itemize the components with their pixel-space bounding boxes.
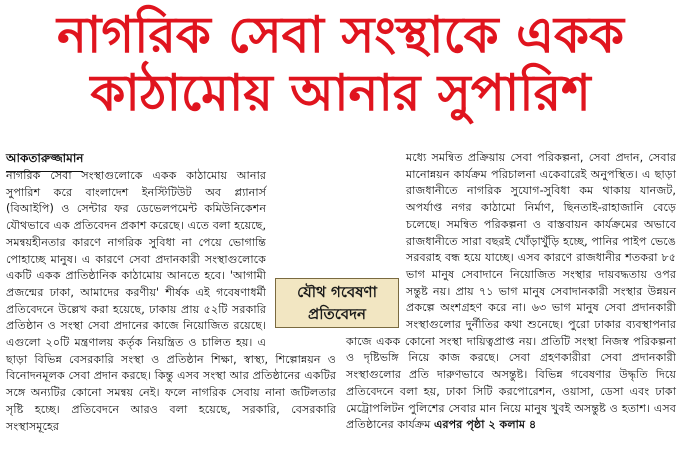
article-paragraph: মধ্যে সমন্বিত প্রক্রিয়ায় সেবা পরিকল্পনা, সেবা প্রদান, সেবার মানোন্নয়ন কার্যক্রম পরিচালনা একেবারেই অনুপস্থিত। এ ছাড়া রাজধানীতে নাগরিক সুযোগ-সুবিধা কম থাকায় যানজট, অপর্যাপ্ত নগর কাঠামো নির্মাণ, ছিনতাই-রাহাজানি বেড়ে চলেছে। সমন্বিত পরিকল্পনা ও বাস্তবায়ন কার্যক্রমের অভাবে রাজধানীতে সারা বছরই খোঁড়াখুঁড়ি হচ্ছে, পানির পাইপ ভেঙে সরবরাহ বন্ধ হয়ে যাচ্ছে। এসব কারণে রাজধানীর শতকরা ৮৫ ভাগ মানুষ সেবাদানে নিয়োজিত সংস্থার দায়বদ্ধতায় ওপর সন্তুষ্ট নয়। প্রায় ৭১ ভাগ মানুষ সেবাদানকারী সংস্থার উন্নয়ন প্রকল্পে অংশগ্রহণ করে না। ৬৩ ভাগ মানুষ সেবা প্রদানকারী সংস্থাগুলোর দুর্নীতির কথা শুনেছে। পুরো ঢাকার ব্যবস্থাপনার কাজে একক কোনো সংস্থা দায়িত্বপ্রাপ্ত নয়। প্রতিটি সংস্থা নিজস্ব পরিকল্পনা ও দৃষ্টিভঙ্গি নিয়ে কাজ করছে। সেবা গ্রহণকারীরা সেবা প্রদানকারী সংস্থাগুলোর প্রতি দারুণভাবে অসন্তুষ্ট। বিভিন্ন গবেষণার উদ্ধৃতি দিয়ে প্রতিবেদনে বলা হয়, ঢাকা সিটি করপোরেশন, ওয়াসা, ডেসা এবং ঢাকা মেট্রোপলিটন পুলিশের সেবার মান নিয়ে মানুষ খুবই অসন্তুষ্ট ও হতাশ। এসব প্রতিষ্ঠানের কার্যক্রম এরপর পৃষ্ঠা ২ কলাম ৪ xyxy=(346,151,676,432)
article-column-right xyxy=(346,150,676,434)
byline: আকতারুজ্জামান xyxy=(6,150,83,172)
headline-line-2: কাঠামোয় আনার সুপারিশ xyxy=(90,64,591,122)
continuation-note: এরপর পৃষ্ঠা ২ কলাম ৪ xyxy=(434,418,537,432)
section-label-line-2: প্রতিবেদন xyxy=(308,305,366,323)
section-label-line-1: যৌথ গবেষণা xyxy=(297,283,377,301)
headline-line-1: নাগরিক সেবা সংস্থাকে একক xyxy=(57,6,624,64)
article-paragraph: নাগরিক সেবা সংস্থাগুলোকে একক কাঠামোয় আনার সুপারিশ করে বাংলাদেশ ইনস্টিটিউট অব প্ল্যানার্স (বিআইপি) ও সেন্টার ফর ডেভেলপমেন্ট কমিউনিকেশন যৌথভাবে এক প্রতিবেদন প্রকাশ করেছে। এতে বলা হয়েছে, সমন্বয়হীনতার কারণে নাগরিক সুবিধা না পেয়ে ভোগান্তি পোহাচ্ছে মানুষ। এ কারণে সেবা প্রদানকারী সংস্থাগুলোকে একটি একক প্রাতিষ্ঠানিক কাঠামোয় আনতে হবে। 'আগামী প্রজন্মের ঢাকা, আমাদের করণীয়' শীর্ষক এই গবেষণাধর্মী প্রতিবেদনে উল্লেখ করা হয়েছে, ঢাকায় প্রায় ৫২টি সরকারি প্রতিষ্ঠান ও সংস্থা সেবা প্রদানের কাজে নিয়োজিত রয়েছে। এগুলো ২০টি মন্ত্রণালয় কর্তৃক নিয়ন্ত্রিত ও চালিত হয়। এ ছাড়া বিভিন্ন বেসরকারি সংস্থা ও প্রতিষ্ঠান শিক্ষা, স্বাস্থ্য, শিল্পোন্নয়ন ও বিনোদনমূলক সেবা প্রদান করছে। কিন্তু এসব সংস্থা আর প্রতিষ্ঠানের একটির সঙ্গে অন্যটির কোনো সমন্বয় নেই। ফলে নাগরিক সেবায় নানা জটিলতার সৃষ্টি হচ্ছে। প্রতিবেদনে আরও বলা হয়েছে, সরকারি, বেসরকারি সংস্থাসমূহের xyxy=(6,169,336,433)
headline xyxy=(0,0,681,122)
